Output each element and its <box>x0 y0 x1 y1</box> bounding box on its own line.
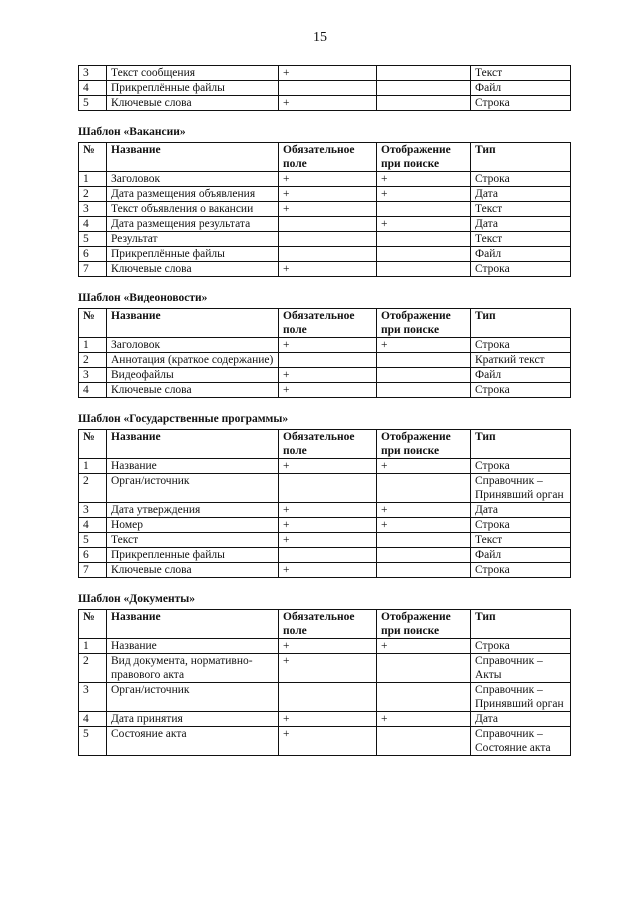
table-row <box>79 232 571 247</box>
table-cell: Текст сообщения <box>107 66 279 81</box>
table-cell: Орган/источник <box>107 683 279 712</box>
table-cell: 4 <box>79 81 107 96</box>
table-cell: 7 <box>79 563 107 578</box>
table-cell: 5 <box>79 232 107 247</box>
table-cell: Дата утверждения <box>107 503 279 518</box>
table-cell: 7 <box>79 262 107 277</box>
table-cell: Справочник – Принявший орган <box>471 474 571 503</box>
table-cell: + <box>377 172 471 187</box>
table-row <box>79 187 571 202</box>
column-header: Отображение при поиске <box>377 143 471 172</box>
table-cell: Ключевые слова <box>107 563 279 578</box>
table-cell: 5 <box>79 533 107 548</box>
table-cell: + <box>279 503 377 518</box>
table-row <box>79 712 571 727</box>
table-cell: + <box>279 518 377 533</box>
table-cell: + <box>279 712 377 727</box>
table-cell: Заголовок <box>107 338 279 353</box>
table-cell <box>377 353 471 368</box>
table-cell: Орган/источник <box>107 474 279 503</box>
table-cell: + <box>279 563 377 578</box>
table-cell: 4 <box>79 217 107 232</box>
table-cell <box>279 683 377 712</box>
table-row <box>79 563 571 578</box>
table-cell <box>377 202 471 217</box>
table-cell: Файл <box>471 247 571 262</box>
column-header: Обязательное поле <box>279 430 377 459</box>
table-body <box>79 338 571 398</box>
table-cell: Файл <box>471 368 571 383</box>
column-header: № <box>79 143 107 172</box>
table-cell: Строка <box>471 262 571 277</box>
table-cell: + <box>279 66 377 81</box>
table-cell: Краткий текст <box>471 353 571 368</box>
table-body <box>79 639 571 756</box>
table-cell: + <box>279 338 377 353</box>
table-cell: 3 <box>79 503 107 518</box>
column-header: Отображение при поиске <box>377 430 471 459</box>
section-title: Шаблон «Государственные программы» <box>78 413 289 425</box>
table-cell <box>377 533 471 548</box>
table-cell: + <box>279 533 377 548</box>
table-cell: Дата <box>471 712 571 727</box>
column-header: Название <box>107 143 279 172</box>
table-row <box>79 474 571 503</box>
table-body <box>79 459 571 578</box>
table-cell: 2 <box>79 353 107 368</box>
column-header: Отображение при поиске <box>377 610 471 639</box>
table-cell: Ключевые слова <box>107 96 279 111</box>
table-cell: Дата принятия <box>107 712 279 727</box>
table-cell: + <box>279 187 377 202</box>
template-table <box>78 429 571 578</box>
table-cell: 3 <box>79 202 107 217</box>
table-cell: 1 <box>79 639 107 654</box>
table-cell: 2 <box>79 654 107 683</box>
section-title: Шаблон «Видеоновости» <box>78 292 208 304</box>
table-cell: 3 <box>79 368 107 383</box>
table-cell: 1 <box>79 172 107 187</box>
table-cell: + <box>279 368 377 383</box>
table-cell <box>279 217 377 232</box>
table-row <box>79 217 571 232</box>
table-continued-fields <box>78 65 571 111</box>
table-cell <box>377 563 471 578</box>
table-row <box>79 368 571 383</box>
table-cell <box>279 474 377 503</box>
table-cell: Строка <box>471 96 571 111</box>
table-row <box>79 548 571 563</box>
table-cell: + <box>279 172 377 187</box>
table-cell: + <box>377 639 471 654</box>
table-cell: Справочник – Акты <box>471 654 571 683</box>
table-cell <box>377 81 471 96</box>
table-row <box>79 639 571 654</box>
column-header: Обязательное поле <box>279 610 377 639</box>
table-row <box>79 518 571 533</box>
table-header-row <box>79 309 571 338</box>
table-cell <box>377 654 471 683</box>
table-row <box>79 96 571 111</box>
table-cell <box>377 66 471 81</box>
table-cell: Строка <box>471 383 571 398</box>
table-cell: Строка <box>471 639 571 654</box>
section-title: Шаблон «Вакансии» <box>78 126 186 138</box>
table-cell <box>377 548 471 563</box>
column-header: Обязательное поле <box>279 143 377 172</box>
table-cell <box>377 727 471 756</box>
table-cell: Название <box>107 639 279 654</box>
document-content <box>78 65 570 756</box>
table-cell: Текст <box>107 533 279 548</box>
table-cell: + <box>377 338 471 353</box>
column-header: № <box>79 430 107 459</box>
table-row <box>79 172 571 187</box>
table-cell: Прикреплённые файлы <box>107 81 279 96</box>
table-cell: 6 <box>79 548 107 563</box>
table-cell: + <box>377 503 471 518</box>
page-number: 15 <box>313 30 327 45</box>
table-row <box>79 66 571 81</box>
table-cell: + <box>377 518 471 533</box>
table-header-row <box>79 610 571 639</box>
table-cell <box>377 232 471 247</box>
table-cell: Состояние акта <box>107 727 279 756</box>
table-body <box>79 66 571 111</box>
table-cell: Строка <box>471 563 571 578</box>
table-cell <box>377 262 471 277</box>
table-cell: Строка <box>471 172 571 187</box>
table-row <box>79 533 571 548</box>
table-cell <box>377 96 471 111</box>
table-cell: Дата размещения результата <box>107 217 279 232</box>
column-header: № <box>79 309 107 338</box>
table-body <box>79 172 571 277</box>
table-cell <box>279 548 377 563</box>
table-cell: Файл <box>471 548 571 563</box>
table-row <box>79 262 571 277</box>
table-row <box>79 81 571 96</box>
table-row <box>79 654 571 683</box>
column-header: Тип <box>471 143 571 172</box>
table-cell <box>377 383 471 398</box>
column-header: Обязательное поле <box>279 309 377 338</box>
table-header-row <box>79 143 571 172</box>
table-cell: Ключевые слова <box>107 262 279 277</box>
template-table <box>78 142 571 277</box>
table-cell: + <box>377 217 471 232</box>
table-cell: Строка <box>471 338 571 353</box>
table-cell: 3 <box>79 66 107 81</box>
table-cell: Ключевые слова <box>107 383 279 398</box>
table-cell <box>279 353 377 368</box>
table-cell <box>279 81 377 96</box>
table-cell: + <box>279 727 377 756</box>
table-cell <box>279 232 377 247</box>
table-row <box>79 459 571 474</box>
table-row <box>79 353 571 368</box>
table-row <box>79 727 571 756</box>
column-header: Отображение при поиске <box>377 309 471 338</box>
table-cell: Номер <box>107 518 279 533</box>
table-cell: Дата размещения объявления <box>107 187 279 202</box>
table-cell: + <box>279 383 377 398</box>
table-cell: Текст объявления о вакансии <box>107 202 279 217</box>
column-header: № <box>79 610 107 639</box>
table-cell: Прикреплённые файлы <box>107 247 279 262</box>
table-cell: 6 <box>79 247 107 262</box>
table-cell: Аннотация (краткое содержание) <box>107 353 279 368</box>
template-table <box>78 609 571 756</box>
table-cell: 5 <box>79 727 107 756</box>
table-cell: Справочник – Состояние акта <box>471 727 571 756</box>
table-row <box>79 338 571 353</box>
table-row <box>79 247 571 262</box>
table-cell: + <box>279 654 377 683</box>
column-header: Тип <box>471 610 571 639</box>
table-cell: Прикрепленные файлы <box>107 548 279 563</box>
table-cell <box>377 247 471 262</box>
table-cell: Строка <box>471 459 571 474</box>
table-cell: 3 <box>79 683 107 712</box>
table-cell: 1 <box>79 459 107 474</box>
table-row <box>79 683 571 712</box>
column-header: Название <box>107 309 279 338</box>
table-cell: + <box>279 639 377 654</box>
table-cell: 4 <box>79 383 107 398</box>
table-cell: Результат <box>107 232 279 247</box>
table-cell: 4 <box>79 712 107 727</box>
table-cell: + <box>377 187 471 202</box>
table-cell: 5 <box>79 96 107 111</box>
template-table <box>78 308 571 398</box>
column-header: Тип <box>471 430 571 459</box>
table-cell: + <box>377 712 471 727</box>
template-sections <box>78 125 570 756</box>
table-cell: 2 <box>79 187 107 202</box>
table-cell: Текст <box>471 533 571 548</box>
table-cell: Видеофайлы <box>107 368 279 383</box>
table-cell: + <box>279 262 377 277</box>
column-header: Тип <box>471 309 571 338</box>
table-header-row <box>79 430 571 459</box>
table-cell: Название <box>107 459 279 474</box>
table-cell: Дата <box>471 217 571 232</box>
table-cell: + <box>279 96 377 111</box>
table-cell <box>377 474 471 503</box>
table-cell: + <box>279 459 377 474</box>
table-cell: Текст <box>471 66 571 81</box>
table-cell: Текст <box>471 232 571 247</box>
table-cell: 4 <box>79 518 107 533</box>
table-cell <box>377 683 471 712</box>
table-cell: + <box>279 202 377 217</box>
table-cell: Вид документа, нормативно-правового акта <box>107 654 279 683</box>
table-cell: Справочник – Принявший орган <box>471 683 571 712</box>
table-cell: Строка <box>471 518 571 533</box>
table-row <box>79 503 571 518</box>
table-cell: 2 <box>79 474 107 503</box>
table-row <box>79 383 571 398</box>
table-cell: Файл <box>471 81 571 96</box>
table-cell: Текст <box>471 202 571 217</box>
table-row <box>79 202 571 217</box>
table-cell <box>377 368 471 383</box>
column-header: Название <box>107 610 279 639</box>
table-cell <box>279 247 377 262</box>
table-cell: 1 <box>79 338 107 353</box>
table-cell: + <box>377 459 471 474</box>
section-title: Шаблон «Документы» <box>78 593 195 605</box>
table-cell: Заголовок <box>107 172 279 187</box>
column-header: Название <box>107 430 279 459</box>
table-cell: Дата <box>471 187 571 202</box>
table-cell: Дата <box>471 503 571 518</box>
